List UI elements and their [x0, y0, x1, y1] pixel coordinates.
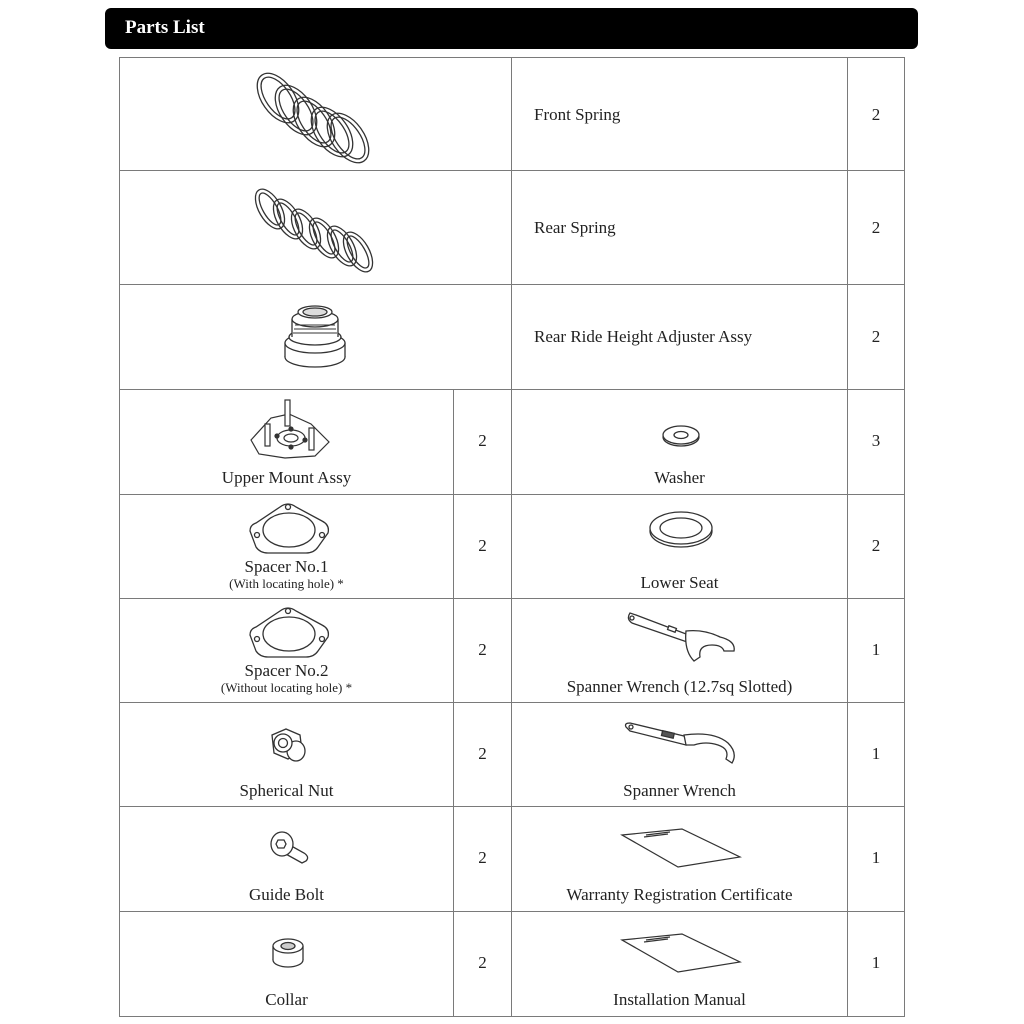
- spanner-cell: [511, 702, 848, 807]
- rear-spring-image-cell: [119, 170, 512, 285]
- part-name: Spacer No.2: [244, 661, 329, 680]
- document-sheet-icon: [620, 827, 742, 871]
- part-note: (Without locating hole) *: [220, 680, 353, 695]
- front-spring-name-cell: [511, 57, 848, 171]
- part-quantity: 1: [871, 953, 881, 972]
- part-name: Rear Spring: [534, 218, 616, 237]
- parts-list-header: [105, 8, 918, 49]
- coil-spring-icon: [248, 66, 378, 166]
- document-sheet-icon: [620, 932, 742, 976]
- part-quantity: 1: [871, 744, 881, 763]
- spanner-slotted-cell: [511, 598, 848, 703]
- front-spring-qty-cell: [847, 57, 905, 171]
- part-quantity: 3: [871, 431, 881, 450]
- spanner-qty-cell: [847, 702, 905, 807]
- part-quantity: 2: [478, 848, 487, 867]
- part-quantity: 2: [478, 744, 487, 763]
- spacer-plate-icon: [246, 603, 332, 659]
- spacer2-cell: [119, 598, 454, 703]
- part-name: Guide Bolt: [248, 885, 325, 904]
- rear-adjuster-name-cell: [511, 284, 848, 390]
- spanner-wrench-icon: [624, 607, 740, 663]
- part-name: Rear Ride Height Adjuster Assy: [534, 327, 753, 346]
- page-title: Parts List: [125, 17, 205, 38]
- front-spring-image-cell: [119, 57, 512, 171]
- manual-cell: [511, 911, 848, 1017]
- part-quantity: 1: [871, 640, 881, 659]
- collar-cell: [119, 911, 454, 1017]
- spherical-nut-qty-cell: [453, 702, 512, 807]
- part-quantity: 2: [871, 327, 881, 346]
- part-quantity: 1: [871, 848, 881, 867]
- spacer2-qty-cell: [453, 598, 512, 703]
- coil-spring-icon: [248, 181, 378, 276]
- upper-mount-icon: [245, 396, 335, 462]
- part-name: Warranty Registration Certificate: [566, 885, 793, 904]
- warranty-cell: [511, 806, 848, 912]
- rear-adjuster-image-cell: [119, 284, 512, 390]
- part-name: Spacer No.1: [244, 557, 329, 576]
- spherical-nut-cell: [119, 702, 454, 807]
- guide-bolt-qty-cell: [453, 806, 512, 912]
- spacer1-cell: [119, 494, 454, 599]
- part-name: Spherical Nut: [239, 781, 334, 800]
- lower-seat-qty-cell: [847, 494, 905, 599]
- part-name: Spanner Wrench (12.7sq Slotted): [566, 677, 793, 696]
- part-quantity: 2: [871, 105, 881, 124]
- part-name: Spanner Wrench: [623, 781, 736, 800]
- part-quantity: 2: [478, 953, 487, 972]
- ride-height-adjuster-icon: [280, 299, 350, 375]
- spacer-plate-icon: [246, 499, 332, 555]
- guide-bolt-icon: [268, 829, 312, 869]
- part-quantity: 2: [871, 218, 881, 237]
- guide-bolt-cell: [119, 806, 454, 912]
- part-name: Lower Seat: [640, 573, 719, 592]
- washer-qty-cell: [847, 389, 905, 495]
- part-note: (With locating hole) *: [229, 576, 344, 591]
- part-quantity: 2: [478, 640, 487, 659]
- collar-qty-cell: [453, 911, 512, 1017]
- collar-icon: [270, 936, 306, 970]
- part-quantity: 2: [478, 431, 487, 450]
- part-name: Collar: [265, 990, 308, 1009]
- spacer1-qty-cell: [453, 494, 512, 599]
- parts-table: [119, 57, 905, 1017]
- manual-qty-cell: [847, 911, 905, 1017]
- rear-adjuster-qty-cell: [847, 284, 905, 390]
- rear-spring-qty-cell: [847, 170, 905, 285]
- part-name: Front Spring: [534, 105, 621, 124]
- upper-mount-qty-cell: [453, 389, 512, 495]
- spanner-slotted-qty-cell: [847, 598, 905, 703]
- upper-mount-cell: [119, 389, 454, 495]
- lower-seat-ring-icon: [648, 509, 714, 549]
- rear-spring-name-cell: [511, 170, 848, 285]
- washer-cell: [511, 389, 848, 495]
- part-name: Washer: [654, 468, 705, 487]
- part-name: Installation Manual: [613, 990, 746, 1009]
- hook-spanner-icon: [622, 719, 742, 769]
- part-quantity: 2: [478, 536, 487, 555]
- part-name: Upper Mount Assy: [221, 468, 352, 487]
- lower-seat-cell: [511, 494, 848, 599]
- warranty-qty-cell: [847, 806, 905, 912]
- washer-icon: [661, 424, 701, 448]
- part-quantity: 2: [871, 536, 881, 555]
- spherical-nut-icon: [266, 725, 308, 765]
